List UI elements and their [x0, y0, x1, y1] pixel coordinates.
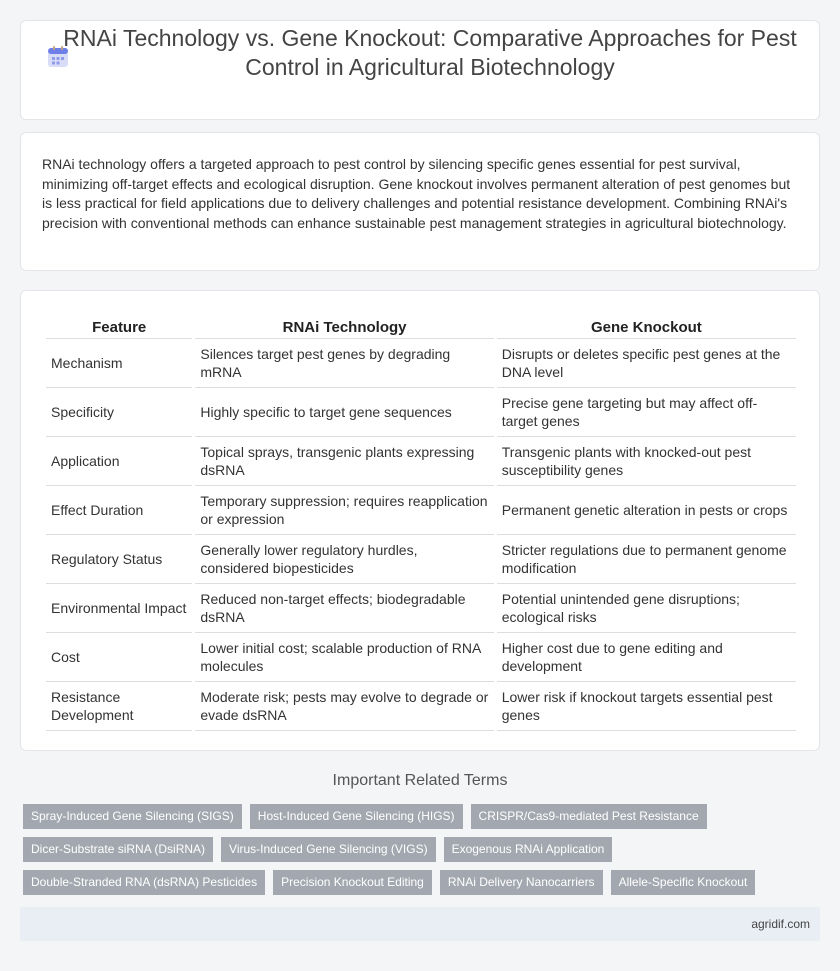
summary-card [20, 132, 820, 271]
header-knockout: Gene Knockout [497, 315, 796, 339]
rnai-cell: Highly specific to target gene sequences [195, 388, 493, 437]
comparison-table [43, 315, 799, 731]
table-row [46, 339, 796, 388]
table-row [46, 388, 796, 437]
knockout-cell: Potential unintended gene disruptions; ecological risks [497, 584, 796, 633]
table-row [46, 682, 796, 731]
feature-cell: Regulatory Status [46, 535, 192, 584]
feature-cell: Mechanism [46, 339, 192, 388]
related-term-tag[interactable]: RNAi Delivery Nanocarriers [440, 870, 603, 895]
rnai-cell: Topical sprays, transgenic plants expressing dsRNA [195, 437, 493, 486]
knockout-cell: Disrupts or deletes specific pest genes at the DNA level [497, 339, 796, 388]
header-rnai: RNAi Technology [195, 315, 493, 339]
related-term-tag[interactable]: Allele-Specific Knockout [611, 870, 756, 895]
summary-text: RNAi technology offers a targeted approach to pest control by silencing specific genes essential for pest survival, minimizing off-target effects and ecological disruption. Gene knockout involves permanent alteration of pest genomes but is less practical for field applications due to delivery challenges and potential resistance development. Combining RNAi's precision with conventional methods can enhance sustainable pest management strategies in agricultural biotechnology. [42, 156, 791, 231]
page-title: RNAi Technology vs. Gene Knockout: Comparative Approaches for Pest Control in Agricultural Biotechnology [63, 25, 797, 80]
footer [20, 907, 820, 941]
header-feature: Feature [46, 315, 192, 339]
related-term-tag[interactable]: Precision Knockout Editing [273, 870, 432, 895]
rnai-cell: Silences target pest genes by degrading mRNA [195, 339, 493, 388]
feature-cell: Specificity [46, 388, 192, 437]
rnai-cell: Lower initial cost; scalable production of RNA molecules [195, 633, 493, 682]
feature-cell: Cost [46, 633, 192, 682]
knockout-cell: Stricter regulations due to permanent genome modification [497, 535, 796, 584]
feature-cell: Environmental Impact [46, 584, 192, 633]
feature-cell: Effect Duration [46, 486, 192, 535]
knockout-cell: Precise gene targeting but may affect off-target genes [497, 388, 796, 437]
table-row [46, 535, 796, 584]
table-row [46, 584, 796, 633]
rnai-cell: Generally lower regulatory hurdles, considered biopesticides [195, 535, 493, 584]
rnai-cell: Temporary suppression; requires reapplication or expression [195, 486, 493, 535]
table-row [46, 486, 796, 535]
related-term-tag[interactable]: Dicer-Substrate siRNA (DsiRNA) [23, 837, 213, 862]
related-term-tag[interactable]: Exogenous RNAi Application [444, 837, 613, 862]
feature-cell: Resistance Development [46, 682, 192, 731]
knockout-cell: Transgenic plants with knocked-out pest susceptibility genes [497, 437, 796, 486]
footer-site-link[interactable]: agridif.com [751, 917, 810, 931]
feature-cell: Application [46, 437, 192, 486]
comparison-card [20, 290, 820, 751]
rnai-cell: Moderate risk; pests may evolve to degrade or evade dsRNA [195, 682, 493, 731]
rnai-cell: Reduced non-target effects; biodegradable dsRNA [195, 584, 493, 633]
related-term-tag[interactable]: Virus-Induced Gene Silencing (VIGS) [221, 837, 436, 862]
table-row [46, 633, 796, 682]
related-term-tag[interactable]: Host-Induced Gene Silencing (HIGS) [250, 804, 463, 829]
knockout-cell: Permanent genetic alteration in pests or crops [497, 486, 796, 535]
table-row [46, 437, 796, 486]
related-term-tag[interactable]: CRISPR/Cas9-mediated Pest Resistance [471, 804, 707, 829]
related-term-tag[interactable]: Spray-Induced Gene Silencing (SIGS) [23, 804, 242, 829]
knockout-cell: Higher cost due to gene editing and development [497, 633, 796, 682]
related-terms-heading: Important Related Terms [332, 772, 508, 789]
knockout-cell: Lower risk if knockout targets essential pest genes [497, 682, 796, 731]
table-header-row [46, 315, 796, 339]
related-term-tag[interactable]: Double-Stranded RNA (dsRNA) Pesticides [23, 870, 265, 895]
related-terms-list [23, 804, 803, 895]
